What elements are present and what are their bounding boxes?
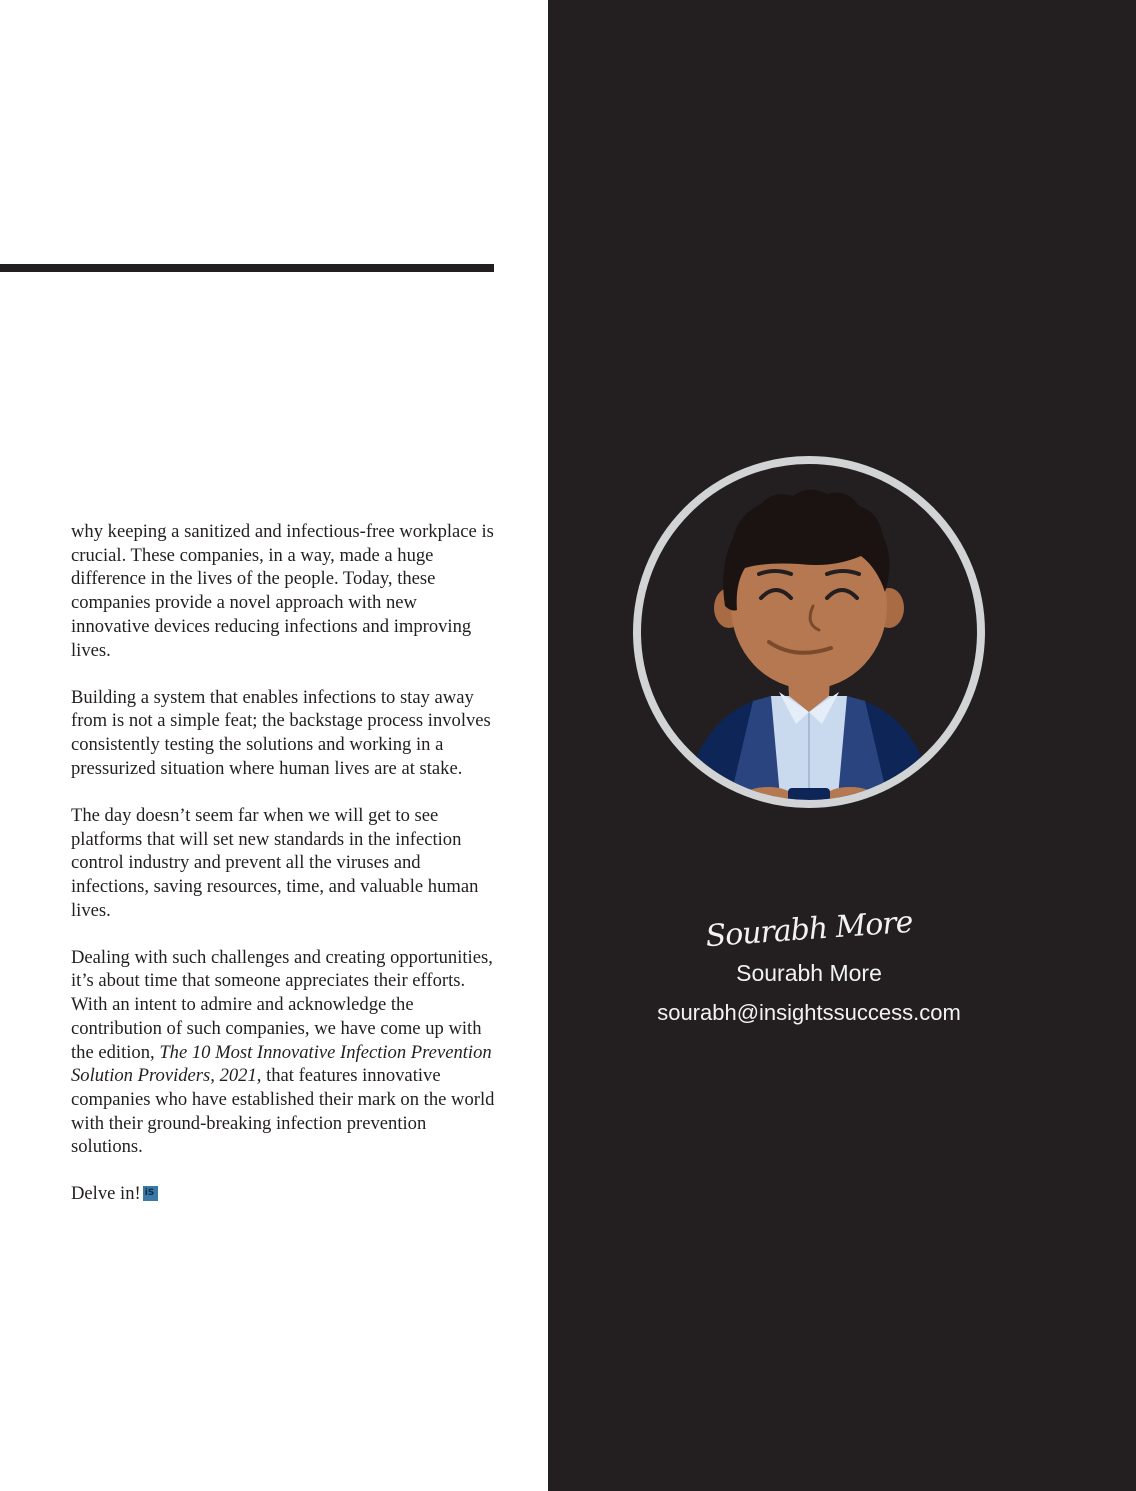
article-body	[71, 520, 499, 1230]
paragraph-3: The day doesn’t seem far when we will get to see platforms that will set new standards in the infection control industry and prevent all the viruses and infections, saving resources, time, and valuable human lives.	[71, 804, 479, 921]
end-mark-letters: iS	[144, 1188, 155, 1199]
paragraph-2: Building a system that enables infections to stay away from is not a simple feat; the backstage process involves consistently testing the solutions and working in a pressurized situation where human lives are at stake.	[71, 686, 491, 779]
edition-title: The 10 Most Innovative Infection Prevention Solution Providers, 2021	[71, 1041, 492, 1087]
closing-line	[71, 1182, 499, 1206]
paragraph-4-tail: , that features innovative companies who have established their mark on the world with their ground-breaking infection prevention solutions.	[71, 1065, 495, 1158]
paragraph-1: why keeping a sanitized and infectious-free workplace is crucial. These companies, in a way, made a huge difference in the lives of the people. Today, these companies provide a novel approach with new innovative devices reducing infections and improving lives.	[71, 521, 494, 661]
paragraph-4-lead: Dealing with such challenges and creating opportunities, it’s about time that someone appreciates their efforts. With an intent to admire and acknowledge the contribution of such companies, we have come up with the edition,	[71, 946, 493, 1063]
article-page	[0, 0, 548, 1491]
editor-signature: Sourabh More	[704, 904, 914, 955]
editor-panel	[548, 0, 1136, 1491]
end-mark-icon	[143, 1186, 158, 1201]
closing-text: Delve in!	[71, 1183, 141, 1205]
editor-name: Sourabh More	[736, 960, 882, 986]
section-divider-rule	[0, 264, 494, 272]
editor-email: sourabh@insightssuccess.com	[657, 1000, 961, 1025]
paragraph-4	[71, 946, 499, 1159]
editor-avatar-illustration	[633, 456, 985, 808]
